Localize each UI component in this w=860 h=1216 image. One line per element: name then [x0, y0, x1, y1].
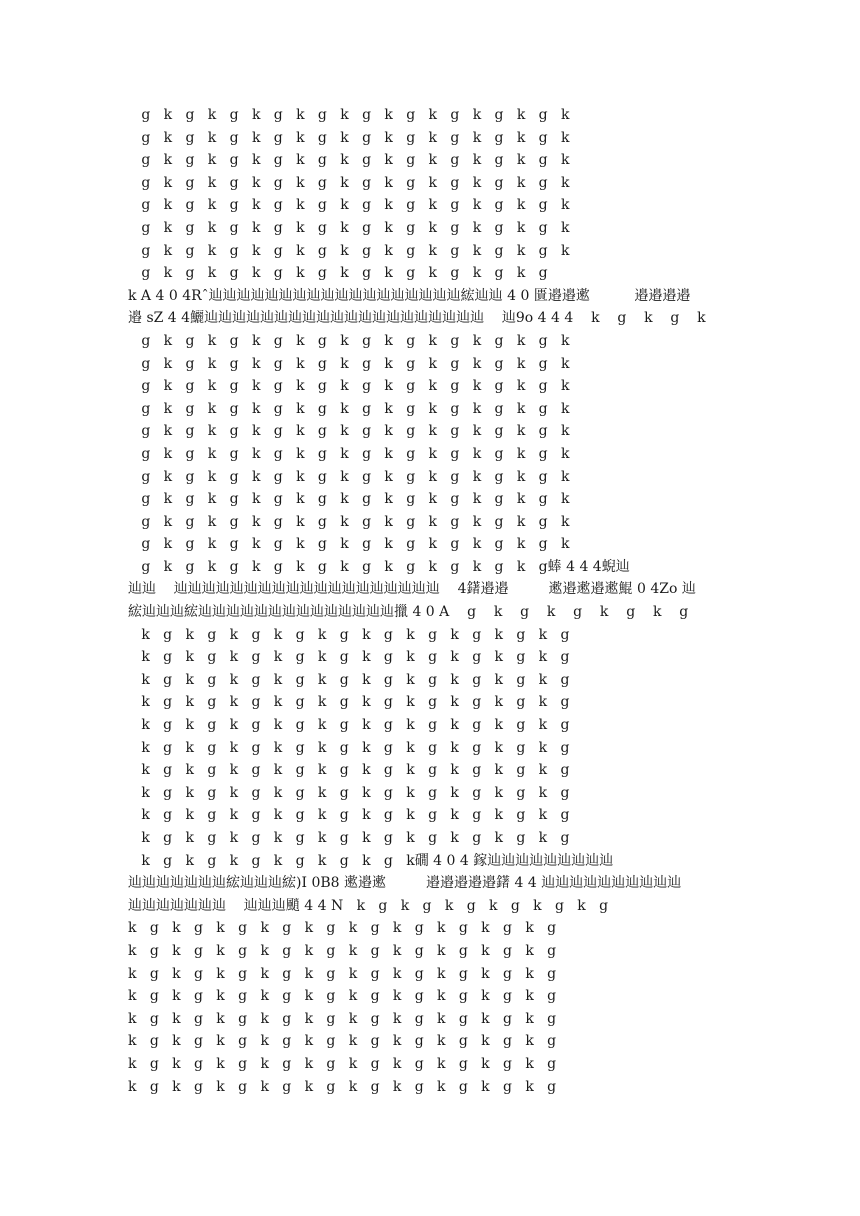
text-line: k g k g k g k g k g k g k g k g k g k g: [128, 649, 570, 666]
text-line: k g k g k g k g k g k g k g k g k g k g: [128, 1010, 557, 1027]
text-line: g k g k g k g k g k g k g k g k g k g k: [128, 107, 570, 123]
text-line: g k g k g k g k g k g k g k g k g k g k: [128, 468, 570, 485]
text-line: g k g k g k g k g k g k g k g k g k g k: [128, 378, 570, 395]
text-line: k g k g k g k g k g k g k礀 4 0 4 鎵辿辿辿辿辿辿辿辿辿: [128, 852, 614, 869]
text-line: k g k g k g k g k g k g k g k g k g k g: [128, 784, 570, 801]
text-line: g k g k g k g k g k g k g k g k g k g k: [128, 332, 570, 349]
text-line: k g k g k g k g k g k g k g k g k g k g: [128, 671, 570, 688]
text-line: g k g k g k g k g k g k g k g k g k g k: [128, 197, 570, 214]
text-line: k g k g k g k g k g k g k g k g k g k g: [128, 807, 570, 824]
text-line: g k g k g k g k g k g k g k g k g k g: [128, 265, 548, 282]
text-line: 邉 sZ 4 4鱺辿辿辿辿辿辿辿辿辿辿辿辿辿辿辿辿辿辿辿辿 辿9o 4 4 4 k g k g k: [128, 310, 706, 327]
text-line: 辿辿辿辿辿辿辿 辿辿辿颵 4 4 N k g k g k g k g k g k g: [128, 897, 609, 914]
text-line: g k g k g k g k g k g k g k g k g k g k: [128, 513, 570, 530]
text-line: k g k g k g k g k g k g k g k g k g k g: [128, 717, 570, 734]
text-line: g k g k g k g k g k g k g k g k g k g k: [128, 491, 570, 508]
text-line: k g k g k g k g k g k g k g k g k g k g: [128, 626, 570, 643]
text-line: k g k g k g k g k g k g k g k g k g k g: [128, 1055, 557, 1072]
text-line: g k g k g k g k g k g k g k g k g k g k: [128, 355, 570, 372]
text-line: k g k g k g k g k g k g k g k g k g k g: [128, 830, 570, 846]
text-line: k g k g k g k g k g k g k g k g k g k g: [128, 942, 557, 959]
text-line: g k g k g k g k g k g k g k g k g k g k: [128, 152, 570, 169]
text-line: 辿辿辿辿辿辿辿綋辿辿辿綋)I 0B8 遬邉遬 邉邉邉邉邉鐯 4 4 辿辿辿辿辿辿辿辿辿辿: [128, 875, 682, 892]
text-line: 辿辿 辿辿辿辿辿辿辿辿辿辿辿辿辿辿辿辿辿辿辿 4鐯邉邉 遬邉遬邉遬鯤 0 4Zo 辿: [128, 581, 696, 598]
text-line: g k g k g k g k g k g k g k g k g k g k: [128, 536, 570, 553]
text-line: k A 4 0 4Rˆ辿辿辿辿辿辿辿辿辿辿辿辿辿辿辿辿辿辿綋辿辿 4 0 匱邉邉遬 邉邉邉邉: [128, 287, 691, 304]
text-line: k g k g k g k g k g k g k g k g k g k g: [128, 920, 557, 937]
text-line: 綋辿辿辿綋辿辿辿辿辿辿辿辿辿辿辿辿辿辿擸 4 0 A g k g k g k g k g: [128, 604, 689, 621]
text-line: g k g k g k g k g k g k g k g k g k g k: [128, 242, 570, 259]
text-line: k g k g k g k g k g k g k g k g k g k g: [128, 1078, 557, 1095]
text-line: g k g k g k g k g k g k g k g k g k g k: [128, 400, 570, 417]
text-line: k g k g k g k g k g k g k g k g k g k g: [128, 762, 570, 779]
text-line: g k g k g k g k g k g k g k g k g k g k: [128, 129, 570, 146]
text-line: g k g k g k g k g k g k g k g k g k g k: [128, 423, 570, 440]
text-line: k g k g k g k g k g k g k g k g k g k g: [128, 965, 557, 982]
garbled-text-block: [128, 104, 740, 1098]
text-line: k g k g k g k g k g k g k g k g k g k g: [128, 739, 570, 756]
text-line: k g k g k g k g k g k g k g k g k g k g: [128, 1033, 557, 1050]
text-line: g k g k g k g k g k g k g k g k g k g蜯 4 4 4蜺辿: [128, 558, 630, 575]
text-line: g k g k g k g k g k g k g k g k g k g k: [128, 445, 570, 462]
text-line: k g k g k g k g k g k g k g k g k g k g: [128, 694, 570, 711]
text-line: g k g k g k g k g k g k g k g k g k g k: [128, 174, 570, 191]
text-line: g k g k g k g k g k g k g k g k g k g k: [128, 219, 570, 236]
text-line: k g k g k g k g k g k g k g k g k g k g: [128, 988, 557, 1005]
